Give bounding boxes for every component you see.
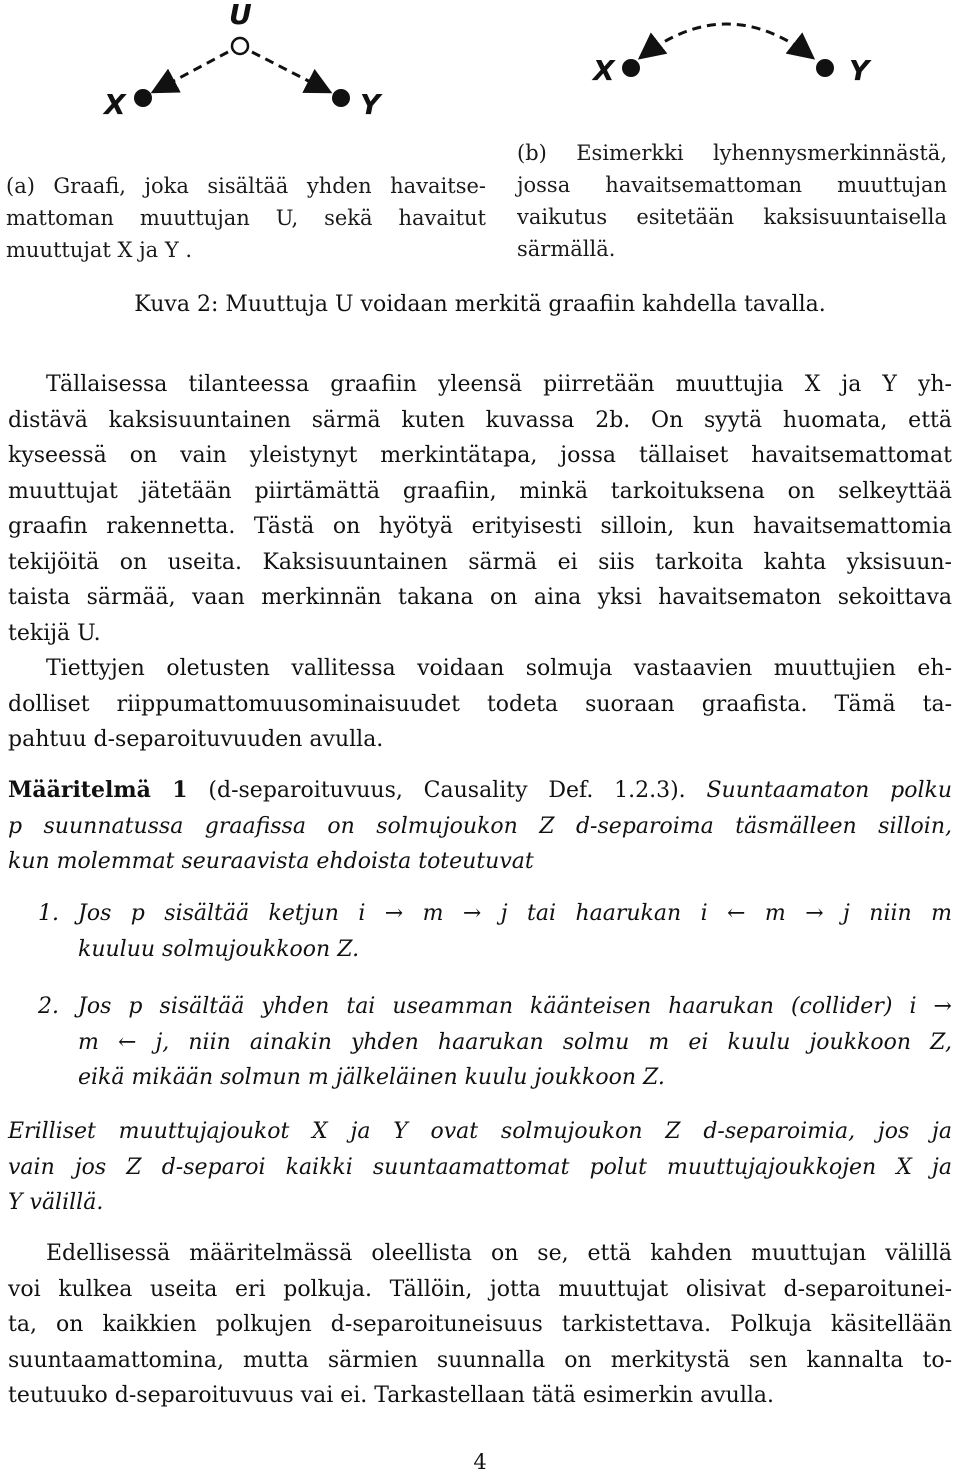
subcaption-a-line: mattoman muuttujan U, sekä havaitut <box>6 206 486 230</box>
text-line: Y välillä. <box>8 1190 104 1215</box>
page-number: 4 <box>473 1450 487 1474</box>
definition-conclusion <box>8 1114 952 1221</box>
text-line: teutuuko d-separoituvuus vai ei. Tarkastellaan tätä esimerkin avulla. <box>8 1383 775 1408</box>
text-line: kyseessä on vain yleistynyt merkintätapa, jossa tällaiset havaitsemattomat <box>8 443 952 468</box>
edge-u-to-y <box>252 52 330 92</box>
text-line: tekijä U. <box>8 620 101 646</box>
text-line: Erilliset muuttujajoukot X ja Y ovat solmujoukon Z d-separoimia, jos ja <box>8 1119 952 1144</box>
node-y-label: Y <box>849 54 870 87</box>
text-line: vain jos Z d-separoi kaikki suuntaamattomat polut muuttujajoukkojen X ja <box>8 1154 952 1180</box>
text-line: Edellisessä määritelmässä oleellista on se, että kahden muuttujan välillä <box>46 1241 952 1266</box>
paragraph-2 <box>8 651 952 758</box>
condition-line: Jos p sisältää yhden tai useamman käänteisen haarukan (collider) i → <box>78 994 952 1019</box>
subcaption-b-line: jossa havaitsemattoman muuttujan <box>517 173 947 197</box>
text-line: tekijöitä on useita. Kaksisuuntainen särmä ei siis tarkoita kahta yksisuun- <box>8 549 952 575</box>
figure-a-graph <box>90 0 410 125</box>
subcaption-b-line: särmällä. <box>517 237 616 261</box>
node-x <box>134 89 152 107</box>
condition-2 <box>8 989 952 1096</box>
text-line: distävä kaksisuuntainen särmä kuten kuvassa 2b. On syytä huomata, että <box>8 407 952 433</box>
text-line: Tiettyjen oletusten vallitessa voidaan solmuja vastaavien muuttujien eh- <box>46 656 952 681</box>
edge-bidirected-x-y <box>640 24 813 58</box>
text-line: taista särmää, vaan merkinnän takana on aina yksi havaitsematon sekoittava <box>8 585 952 610</box>
node-y-label: Y <box>360 88 381 121</box>
text-line: dolliset riippumattomuusominaisuudet todeta suoraan graafista. Tämä ta- <box>8 691 952 717</box>
node-x <box>622 59 640 77</box>
subcaption-a-line: muuttujat X ja Y . <box>6 238 193 262</box>
paragraph-3 <box>8 1236 952 1414</box>
node-u <box>232 38 248 54</box>
condition-line: eikä mikään solmun m jälkeläinen kuulu joukkoon Z. <box>78 1065 665 1090</box>
node-u-label: U <box>229 0 252 31</box>
subcaption-a-line: (a) Graafi, joka sisältää yhden havaitse- <box>6 174 486 198</box>
definition-line: kun molemmat seuraavista ehdoista toteutuvat <box>8 849 534 874</box>
figure-caption: Kuva 2: Muuttuja U voidaan merkitä graafiin kahdella tavalla. <box>134 292 826 317</box>
definition-ref: (d-separoituvuus, Causality Def. 1.2.3). <box>187 778 707 803</box>
text-line: Tällaisessa tilanteessa graafiin yleensä piirretään muuttujia X ja Y yh- <box>46 372 952 397</box>
definition-title: Määritelmä 1 <box>8 777 188 803</box>
node-x-label: X <box>104 88 126 121</box>
definition-line: p suunnatussa graafissa on solmujoukon Z d-separoima täsmälleen silloin, <box>8 813 952 839</box>
node-x-label: X <box>593 54 615 87</box>
text-line: muuttujat jätetään piirtämättä graafiin, minkä tarkoituksena on selkeyttää <box>8 478 952 504</box>
text-line: pahtuu d-separoituvuuden avulla. <box>8 727 384 752</box>
condition-line: kuuluu solmujoukkoon Z. <box>78 936 360 962</box>
definition-block <box>8 773 952 880</box>
subcaption-b-line: vaikutus esitetään kaksisuuntaisella <box>517 205 947 229</box>
condition-number: 2. <box>38 994 59 1019</box>
condition-line: Jos p sisältää ketjun i → m → j tai haarukan i ← m → j niin m <box>78 901 952 926</box>
text-line: graafin rakennetta. Tästä on hyötyä erityisesti silloin, kun havaitsemattomia <box>8 514 952 539</box>
subcaption-b-line: (b) Esimerkki lyhennysmerkinnästä, <box>517 141 947 165</box>
figure-b-graph <box>585 0 905 110</box>
node-y <box>332 89 350 107</box>
condition-line: m ← j, niin ainakin yhden haarukan solmu m ei kuulu joukkoon Z, <box>78 1029 952 1055</box>
edge-u-to-x <box>153 52 228 92</box>
paragraph-1 <box>8 367 952 651</box>
definition-text: Suuntaamaton polku <box>706 778 952 803</box>
text-line: voi kulkea useita eri polkuja. Tällöin, jotta muuttujat olisivat d-separoitunei- <box>8 1276 952 1302</box>
text-line: suuntaamattomina, mutta särmien suunnalla on merkitystä sen kannalta to- <box>8 1347 952 1373</box>
condition-1 <box>8 896 952 968</box>
node-y <box>816 59 834 77</box>
condition-number: 1. <box>38 901 59 926</box>
subcaption-b <box>517 137 947 265</box>
definition-heading-line <box>8 773 952 809</box>
text-line: ta, on kaikkien polkujen d-separoituneisuus tarkistettava. Polkuja käsitellään <box>8 1312 952 1337</box>
subcaption-a <box>6 170 486 266</box>
